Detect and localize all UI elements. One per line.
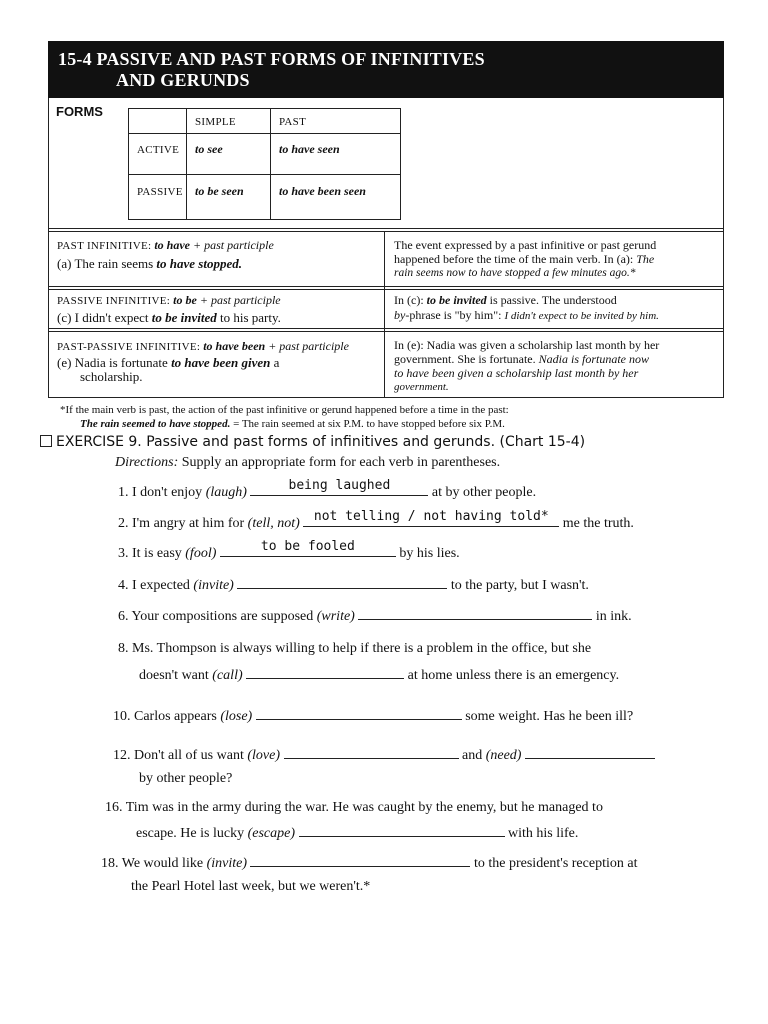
frame-right [723,98,724,398]
answer-blank-4[interactable] [237,575,447,589]
row-passive-header: PASSIVE [137,186,183,198]
answer-blank-16[interactable] [299,823,505,837]
checkbox-icon[interactable] [40,435,52,447]
question-16-line-2: escape. He is lucky (escape) with his life. [136,823,578,842]
rule-label: PAST INFINITIVE: [57,240,152,252]
answer-blank-12b[interactable] [525,745,655,759]
question-18-line-2: the Pearl Hotel last week, but we weren't.* [131,879,371,894]
exercise-title: EXERCISE 9. Passive and past forms of infinitives and gerunds. (Chart 15-4) [40,435,585,450]
question-1: 1. I don't enjoy (laugh) being laughed at by other people. [118,478,537,500]
exercise-directions: Directions: Supply an appropriate form for each verb in parentheses. [115,455,501,470]
passive-simple-cell: to be seen [195,184,244,198]
answer-blank-3[interactable]: to be fooled [220,543,396,557]
forms-label: FORMS [56,104,103,119]
question-12-line-2: by other people? [139,771,233,786]
answer-blank-1[interactable]: being laughed [250,482,428,496]
active-past-cell: to have seen [279,142,340,156]
question-12: 12. Don't all of us want (love) and (need) [113,745,655,764]
col-simple-header: SIMPLE [195,116,236,128]
answer-blank-12a[interactable] [284,745,459,759]
chart-title-line-1: 15-4 PASSIVE AND PAST FORMS OF INFINITIVES [58,49,485,69]
chart-title-line-2: AND GERUNDS [116,70,250,90]
question-8-line-2: doesn't want (call) at home unless there is an emergency. [139,665,619,684]
active-simple-cell: to see [195,142,223,156]
question-10: 10. Carlos appears (lose) some weight. Has he been ill? [113,706,633,725]
question-2: 2. I'm angry at him for (tell, not) not telling / not having told* me the truth. [118,509,634,531]
answer-blank-18[interactable] [250,853,470,867]
passive-past-cell: to have been seen [279,184,366,198]
question-8: 8. Ms. Thompson is always willing to help if there is a problem in the office, but she [118,641,592,656]
chart-header [48,41,724,98]
question-6: 6. Your compositions are supposed (write) in ink. [118,606,632,625]
question-4: 4. I expected (invite) to the party, but I wasn't. [118,575,589,594]
col-past-header: PAST [279,116,307,128]
row-active-header: ACTIVE [137,144,180,156]
question-18: 18. We would like (invite) to the president's reception at [101,853,637,872]
answer-blank-8[interactable] [246,665,404,679]
answer-blank-10[interactable] [256,706,462,720]
answer-blank-2[interactable]: not telling / not having told* [303,513,559,527]
answer-blank-6[interactable] [358,606,592,620]
question-3: 3. It is easy (fool) to be fooled by his lies. [118,539,460,561]
question-16: 16. Tim was in the army during the war. He was caught by the enemy, but he managed to [105,800,603,815]
frame-left [48,98,49,398]
